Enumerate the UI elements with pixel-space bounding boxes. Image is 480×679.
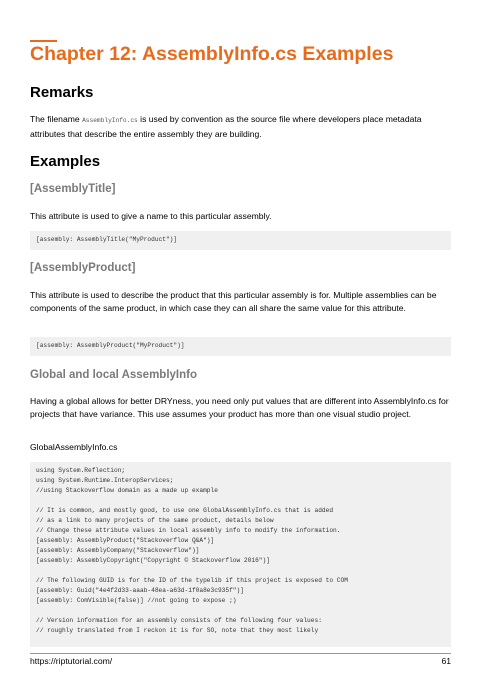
remarks-text-after: is used by convention as the source file where developers place metadata attributes that describe the entire assembly they are building.	[30, 114, 422, 139]
global-assembly-code: using System.Reflection; using System.Runtime.InteropServices; //using Stackoverflow domain as a made up example // It is common, and mostly good, to use one GlobalAssemblyInfo.cs that is added // as a link to many projects of the same product, details below // Change these attribute values in local assembly info to modify the information. [assembly: AssemblyProduct("Stackoverflow Q&A")] [assembly: AssemblyCompany("Stackoverflow")] [assembly: AssemblyCopyright("Copyright © Stackoverflow 2016")] // The following GUID is for the ID of the typelib if this project is exposed to COM [assembly: Guid("4e4f2d33-aaab-48ea-a63d-1f0a8e3c935f")] [assembly: ComVisible(false)] //not going to expose ;) // Version information for an assembly consists of the following four values: // roughly translated from I reckon it is for SO, note that they most likely	[36, 467, 348, 634]
footer-page-number: 61	[441, 656, 451, 666]
footer-divider	[30, 653, 451, 654]
assembly-title-code: [assembly: AssemblyTitle("MyProduct")]	[36, 236, 178, 243]
remarks-filename-code: AssemblyInfo.cs	[82, 117, 138, 124]
global-local-heading: Global and local AssemblyInfo	[30, 369, 197, 381]
assembly-product-code: [assembly: AssemblyProduct("MyProduct")]	[36, 342, 185, 349]
examples-heading: Examples	[30, 153, 101, 170]
assembly-product-code-block	[30, 337, 451, 356]
assembly-title-heading: [AssemblyTitle]	[30, 183, 116, 195]
chapter-accent-rule	[30, 40, 57, 42]
assembly-product-heading: [AssemblyProduct]	[30, 262, 136, 274]
remarks-heading: Remarks	[30, 84, 94, 101]
footer-url: https://riptutorial.com/	[30, 656, 113, 666]
chapter-title: Chapter 12: AssemblyInfo.cs Examples	[30, 43, 394, 65]
assembly-product-paragraph: This attribute is used to describe the product that this particular assembly is for. Multiple assemblies can be components of the same product, in which case they can all share the same value for this attribute.	[30, 290, 437, 313]
global-assembly-file-label: GlobalAssemblyInfo.cs	[30, 442, 118, 452]
remarks-paragraph	[30, 113, 451, 140]
remarks-text-before: The filename	[30, 114, 83, 124]
global-local-paragraph: Having a global allows for better DRYness, you need only put values that are different into AssemblyInfo.cs for projects that have variance. This use assumes your product has more than one visual studio project.	[30, 396, 449, 419]
global-assembly-code-block	[30, 462, 451, 647]
assembly-title-code-block	[30, 231, 451, 250]
assembly-title-paragraph: This attribute is used to give a name to this particular assembly.	[30, 211, 272, 221]
